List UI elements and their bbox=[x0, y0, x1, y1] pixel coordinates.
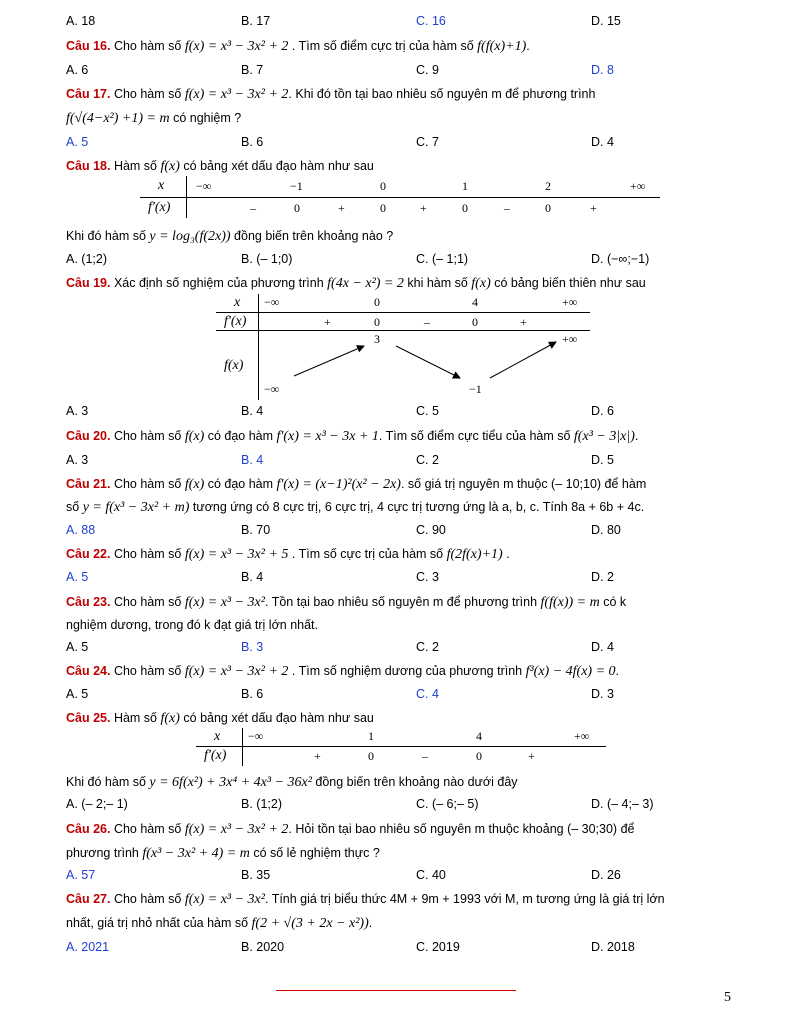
q27-options bbox=[66, 940, 736, 956]
q18-x-val: 0 bbox=[380, 179, 386, 193]
q20-option-d: D. 5 bbox=[591, 453, 614, 467]
q25-x-val: 1 bbox=[368, 729, 374, 743]
q18-fp-label: f'(x) bbox=[148, 200, 171, 215]
q16-options bbox=[66, 63, 736, 79]
q24-option-a: A. 5 bbox=[66, 687, 89, 701]
q19-x-val: 0 bbox=[374, 295, 380, 309]
q21-label: Câu 21. bbox=[66, 477, 111, 491]
q25-text-line2: Khi đó hàm số y = 6f(x²) + 3x⁴ + 4x³ − 36x² đồng biến trên khoảng nào dưới đây bbox=[66, 775, 518, 790]
q24-function: f(x) = x³ − 3x² + 2 bbox=[184, 664, 289, 679]
q19-arrows bbox=[216, 294, 590, 400]
q25-text: Câu 25. Hàm số f(x) có bảng xét dấu đạo hàm như sau bbox=[66, 711, 374, 726]
q26-label: Câu 26. bbox=[66, 822, 111, 836]
q26-option-b: B. 35 bbox=[241, 868, 271, 882]
q18-x-val: 2 bbox=[545, 179, 551, 193]
q27-text: Câu 27. Cho hàm số f(x) = x³ − 3x². Tính giá trị biểu thức 4M + 9m + 1993 với M, m tương ứng là giá trị lớn bbox=[66, 892, 665, 907]
q26-options bbox=[66, 868, 736, 884]
q19-x-label: x bbox=[234, 295, 241, 310]
q21-composite: y = f(x³ − 3x² + m) bbox=[82, 500, 190, 515]
q19-sign: 0 bbox=[374, 315, 380, 329]
q25-function: f(x) bbox=[160, 711, 180, 726]
q19-option-a: A. 3 bbox=[66, 404, 89, 418]
q27-option-d: D. 2018 bbox=[591, 940, 635, 954]
q17-label: Câu 17. bbox=[66, 87, 111, 101]
q21-option-b: B. 70 bbox=[241, 523, 271, 537]
q21-option-d: D. 80 bbox=[591, 523, 621, 537]
q18-sign: 0 bbox=[545, 201, 551, 215]
q23-option-b: B. 3 bbox=[241, 640, 264, 654]
q19-arrow-up-2 bbox=[490, 342, 556, 378]
q19-f-val: −∞ bbox=[264, 382, 280, 396]
q25-option-a: A. (– 2;– 1) bbox=[66, 797, 128, 811]
q16-text: Câu 16. Cho hàm số f(x) = x³ − 3x² + 2 . Tìm số điểm cực trị của hàm số f(f(x)+1). bbox=[66, 39, 530, 54]
q18-option-a: A. (1;2) bbox=[66, 252, 107, 266]
q27-label: Câu 27. bbox=[66, 892, 111, 906]
q18-x-label: x bbox=[158, 178, 165, 193]
q26-option-d: D. 26 bbox=[591, 868, 621, 882]
q24-label: Câu 24. bbox=[66, 664, 111, 678]
q22-option-c: C. 3 bbox=[416, 570, 439, 584]
q18-log-function: y = log₃(f(2x)) bbox=[149, 229, 231, 244]
q21-text-line2: số y = f(x³ − 3x² + m) tương ứng có 8 cực trị, 6 cực trị, 4 cực trị tương ứng là a, b, c. Tính 8a + 6b + 4c. bbox=[66, 500, 645, 515]
q17-option-c: C. 7 bbox=[416, 135, 439, 149]
q25-options bbox=[66, 797, 736, 813]
q16-option-a: A. 6 bbox=[66, 63, 89, 77]
q15-option-d: D. 15 bbox=[591, 14, 621, 28]
q19-sign: + bbox=[520, 315, 527, 329]
q22-function: f(x) = x³ − 3x² + 5 bbox=[184, 547, 289, 562]
q19-text: Câu 19. Xác định số nghiệm của phương trình f(4x − x²) = 2 khi hàm số f(x) có bảng biến thiên như sau bbox=[66, 276, 646, 291]
q19-options bbox=[66, 404, 736, 420]
q16-composite: f(f(x)+1) bbox=[477, 39, 527, 54]
q25-option-c: C. (– 6;– 5) bbox=[416, 797, 479, 811]
q21-derivative: f'(x) = (x−1)²(x² − 2x) bbox=[276, 477, 401, 492]
q23-function: f(x) = x³ − 3x² bbox=[184, 595, 265, 610]
q25-fp-label: f'(x) bbox=[204, 748, 227, 763]
q23-text: Câu 23. Cho hàm số f(x) = x³ − 3x². Tồn tại bao nhiêu số nguyên m để phương trình f(f(x)) = m có k bbox=[66, 595, 627, 610]
q19-f-val: +∞ bbox=[562, 332, 578, 346]
q18-function: f(x) bbox=[160, 159, 180, 174]
q27-text-line2: nhất, giá trị nhỏ nhất của hàm số f(2 + √(3 + 2x − x²)). bbox=[66, 916, 373, 931]
q18-x-val: +∞ bbox=[630, 179, 646, 193]
q18-options bbox=[66, 252, 736, 268]
q18-sign: – bbox=[504, 201, 510, 215]
q27-function: f(x) = x³ − 3x² bbox=[184, 892, 265, 907]
q27-option-a: A. 2021 bbox=[66, 940, 110, 954]
q18-sign: + bbox=[338, 201, 345, 215]
q19-variation-table bbox=[216, 294, 590, 400]
q21-text: Câu 21. Cho hàm số f(x) có đạo hàm f'(x) = (x−1)²(x² − 2x). số giá trị nguyên m thuộc (– 10;10) để hàm bbox=[66, 477, 647, 492]
q22-composite: f(2f(x)+1) bbox=[446, 547, 503, 562]
q18-text-line2: Khi đó hàm số y = log₃(f(2x)) đồng biến trên khoảng nào ? bbox=[66, 229, 394, 244]
q24-option-c: C. 4 bbox=[416, 687, 439, 701]
q19-option-b: B. 4 bbox=[241, 404, 264, 418]
q20-label: Câu 20. bbox=[66, 429, 111, 443]
q23-label: Câu 23. bbox=[66, 595, 111, 609]
q23-text-line2: nghiệm dương, trong đó k đạt giá trị lớn nhất. bbox=[66, 618, 318, 632]
q20-function: f(x) bbox=[184, 429, 205, 444]
q21-function: f(x) bbox=[184, 477, 205, 492]
q17-equation: f(√(4−x²) +1) = m bbox=[66, 111, 170, 126]
q26-text-line2: phương trình f(x³ − 3x² + 4) = m có số lẻ nghiệm thực ? bbox=[66, 846, 380, 861]
q18-sign: + bbox=[420, 201, 427, 215]
q20-option-b: B. 4 bbox=[241, 453, 264, 467]
q22-option-d: D. 2 bbox=[591, 570, 614, 584]
q19-label: Câu 19. bbox=[66, 276, 111, 290]
q18-x-val: −∞ bbox=[196, 179, 212, 193]
q25-sign: 0 bbox=[368, 749, 374, 763]
q15-options bbox=[66, 14, 736, 30]
q23-option-c: C. 2 bbox=[416, 640, 439, 654]
q17-option-b: B. 6 bbox=[241, 135, 264, 149]
q19-f-val: 3 bbox=[374, 332, 380, 346]
q23-option-a: A. 5 bbox=[66, 640, 89, 654]
q24-options bbox=[66, 687, 736, 703]
q19-sign: – bbox=[424, 315, 430, 329]
q18-sign: – bbox=[250, 201, 256, 215]
q22-option-a: A. 5 bbox=[66, 570, 89, 584]
q20-options bbox=[66, 453, 736, 469]
q16-option-c: C. 9 bbox=[416, 63, 439, 77]
q25-x-label: x bbox=[214, 729, 221, 744]
q18-sign-table bbox=[140, 176, 660, 218]
q25-sign: + bbox=[528, 749, 535, 763]
q21-options bbox=[66, 523, 736, 539]
q18-label: Câu 18. bbox=[66, 159, 111, 173]
q16-option-b: B. 7 bbox=[241, 63, 264, 77]
q18-option-c: C. (– 1;1) bbox=[416, 252, 469, 266]
q19-f-val: −1 bbox=[469, 382, 482, 396]
q22-option-b: B. 4 bbox=[241, 570, 264, 584]
q16-function: f(x) = x³ − 3x² + 2 bbox=[184, 39, 289, 54]
q22-text: Câu 22. Cho hàm số f(x) = x³ − 3x² + 5 . Tìm số cực trị của hàm số f(2f(x)+1) . bbox=[66, 547, 510, 562]
q21-option-c: C. 90 bbox=[416, 523, 446, 537]
q19-arrow-down bbox=[396, 346, 460, 378]
q21-option-a: A. 88 bbox=[66, 523, 96, 537]
q25-sign-table bbox=[196, 728, 606, 766]
q19-fp-label: f'(x) bbox=[224, 314, 247, 329]
q19-option-d: D. 6 bbox=[591, 404, 614, 418]
q25-option-d: D. (– 4;– 3) bbox=[591, 797, 654, 811]
q26-function: f(x) = x³ − 3x² + 2 bbox=[184, 822, 289, 837]
q19-option-c: C. 5 bbox=[416, 404, 439, 418]
q24-option-d: D. 3 bbox=[591, 687, 614, 701]
q25-x-val: 4 bbox=[476, 729, 482, 743]
q25-x-val: −∞ bbox=[248, 729, 264, 743]
q18-sign: + bbox=[590, 201, 597, 215]
q25-sign: – bbox=[422, 749, 428, 763]
q19-x-val: +∞ bbox=[562, 295, 578, 309]
q23-option-d: D. 4 bbox=[591, 640, 614, 654]
q19-equation: f(4x − x²) = 2 bbox=[327, 276, 404, 291]
q24-option-b: B. 6 bbox=[241, 687, 264, 701]
q26-text: Câu 26. Cho hàm số f(x) = x³ − 3x² + 2. Hỏi tồn tại bao nhiêu số nguyên m thuộc khoảng (– 30;30) để bbox=[66, 822, 635, 837]
q20-text: Câu 20. Cho hàm số f(x) có đạo hàm f'(x) = x³ − 3x + 1. Tìm số điểm cực tiểu của hàm số f(x³ − 3|x|). bbox=[66, 429, 639, 444]
q24-text: Câu 24. Cho hàm số f(x) = x³ − 3x² + 2 . Tìm số nghiệm dương của phương trình f³(x) − 4f(x) = 0. bbox=[66, 664, 620, 679]
q17-text-line2: f(√(4−x²) +1) = m có nghiệm ? bbox=[66, 111, 242, 126]
q25-x-val: +∞ bbox=[574, 729, 590, 743]
q26-option-a: A. 57 bbox=[66, 868, 96, 882]
q18-option-b: B. (– 1;0) bbox=[241, 252, 293, 266]
q18-x-val: −1 bbox=[290, 179, 303, 193]
q18-sign: 0 bbox=[462, 201, 468, 215]
q18-sign: 0 bbox=[380, 201, 386, 215]
q20-option-a: A. 3 bbox=[66, 453, 89, 467]
q27-option-c: C. 2019 bbox=[416, 940, 460, 954]
q19-arrow-up-1 bbox=[294, 346, 364, 376]
q24-equation: f³(x) − 4f(x) = 0 bbox=[525, 664, 616, 679]
q26-equation: f(x³ − 3x² + 4) = m bbox=[142, 846, 250, 861]
q19-sign: + bbox=[324, 315, 331, 329]
q25-sign: + bbox=[314, 749, 321, 763]
q20-derivative: f'(x) = x³ − 3x + 1 bbox=[276, 429, 379, 444]
q18-option-d: D. (−∞;−1) bbox=[591, 252, 650, 266]
q19-x-val: 4 bbox=[472, 295, 478, 309]
q25-option-b: B. (1;2) bbox=[241, 797, 282, 811]
q19-x-val: −∞ bbox=[264, 295, 280, 309]
q22-options bbox=[66, 570, 736, 586]
q15-option-b: B. 17 bbox=[241, 14, 271, 28]
q17-option-a: A. 5 bbox=[66, 135, 89, 149]
q19-sign: 0 bbox=[472, 315, 478, 329]
q23-options bbox=[66, 640, 736, 656]
q18-x-val: 1 bbox=[462, 179, 468, 193]
q20-option-c: C. 2 bbox=[416, 453, 439, 467]
page-number: 5 bbox=[724, 990, 731, 1005]
q17-text: Câu 17. Cho hàm số f(x) = x³ − 3x² + 2. Khi đó tồn tại bao nhiêu số nguyên m để phương trình bbox=[66, 87, 596, 102]
q18-text: Câu 18. Hàm số f(x) có bảng xét dấu đạo hàm như sau bbox=[66, 159, 374, 174]
q22-label: Câu 22. bbox=[66, 547, 111, 561]
q16-option-d: D. 8 bbox=[591, 63, 614, 77]
q15-option-c: C. 16 bbox=[416, 14, 446, 28]
footer-divider bbox=[276, 990, 516, 991]
q25-label: Câu 25. bbox=[66, 711, 111, 725]
q17-option-d: D. 4 bbox=[591, 135, 614, 149]
q27-option-b: B. 2020 bbox=[241, 940, 285, 954]
q19-function: f(x) bbox=[471, 276, 491, 291]
q26-option-c: C. 40 bbox=[416, 868, 446, 882]
q27-composite: f(2 + √(3 + 2x − x²)) bbox=[251, 916, 369, 931]
q20-composite: f(x³ − 3|x|) bbox=[573, 429, 635, 444]
q25-composite: y = 6f(x²) + 3x⁴ + 4x³ − 36x² bbox=[149, 775, 312, 790]
q17-options bbox=[66, 135, 736, 151]
q17-function: f(x) = x³ − 3x² + 2 bbox=[184, 87, 289, 102]
q25-sign: 0 bbox=[476, 749, 482, 763]
q18-sign: 0 bbox=[294, 201, 300, 215]
q16-label: Câu 16. bbox=[66, 39, 111, 53]
q23-equation: f(f(x)) = m bbox=[540, 595, 600, 610]
q15-option-a: A. 18 bbox=[66, 14, 96, 28]
q19-f-label: f(x) bbox=[224, 358, 244, 373]
